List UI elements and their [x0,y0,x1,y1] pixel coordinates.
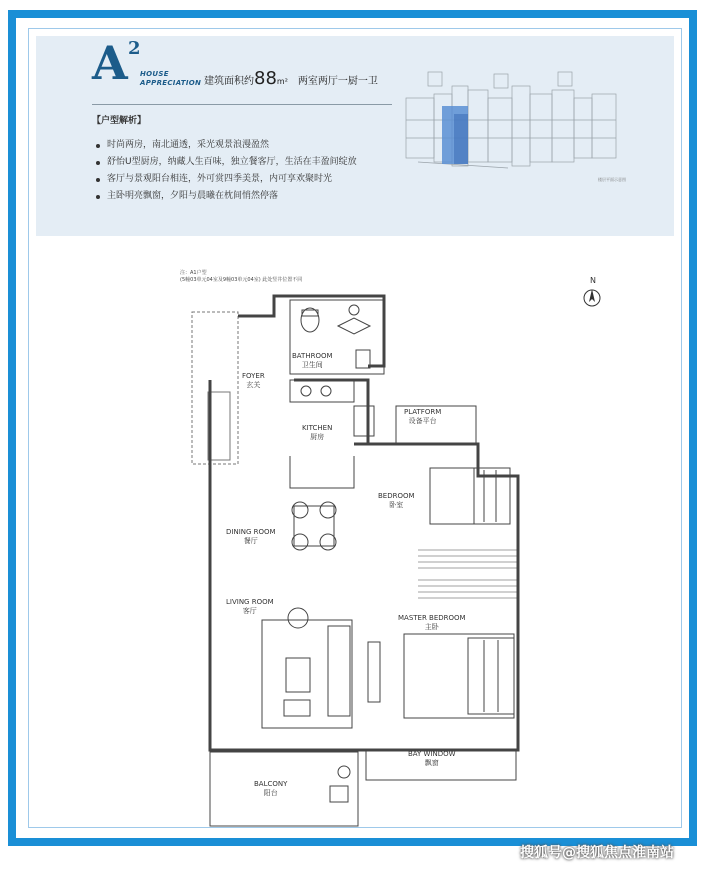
north-arrow-icon [582,278,602,310]
room-bathroom-en: BATHROOM [292,352,333,360]
watermark: 搜狐号@搜狐焦点淮南站 [520,845,674,861]
keymap-caption: 楼层平面示意图 [598,177,626,182]
area-value: 88 [254,68,277,89]
area-prefix: 建筑面积约 [204,76,254,87]
room-platform-en: PLATFORM [404,408,442,416]
room-master-en: MASTER BEDROOM [398,614,466,622]
room-balcony-cn: 阳台 [263,789,278,797]
room-dining-en: DINING ROOM [226,528,276,536]
room-living [226,598,274,616]
room-platform [404,408,441,426]
room-balcony [254,780,287,798]
room-bathroom [292,352,333,370]
header-divider [92,104,392,105]
logo-subtitle [140,70,201,88]
analysis-list [96,137,357,205]
room-bedroom-en: BEDROOM [378,492,415,500]
room-living-en: LIVING ROOM [226,598,274,606]
room-living-cn: 客厅 [242,607,257,615]
room-master-bedroom [398,614,466,632]
room-platform-cn: 设备平台 [408,417,437,425]
room-balcony-en: BALCONY [254,780,288,788]
room-foyer [242,372,265,390]
logo-sub-line2: APPRECIATION [140,79,202,87]
room-bedroom [378,492,415,510]
analysis-item: 客厅与景观阳台相连，外可赏四季美景，内可享欢聚时光 [96,171,357,188]
room-kitchen-en: KITCHEN [302,424,333,432]
floor-plan [178,280,538,840]
logo-sub-line1: HOUSE [140,70,169,78]
analysis-title: 【户型解析】 [92,116,147,126]
room-bay-cn: 飘窗 [424,759,439,767]
room-bathroom-cn: 卫生间 [301,361,323,369]
room-master-cn: 主卧 [424,623,439,631]
north-label: N [590,276,596,285]
analysis-item: 时尚两房，南北通透，采光观景浪漫盈然 [96,137,357,154]
room-foyer-cn: 玄关 [246,381,261,389]
room-bay-en: BAY WINDOW [408,750,456,758]
room-dining-cn: 餐厅 [243,537,258,545]
room-kitchen [302,424,332,442]
plan-note-line2: (5幢03单元04室及9幢03单元04室) 此处竖井位置不同 [180,277,303,283]
area-summary [204,68,378,89]
room-bay-window [408,750,456,768]
room-bedroom-cn: 卧室 [389,501,404,509]
logo-superscript: 2 [128,38,141,59]
analysis-item: 舒怡U型厨房，纳藏人生百味，独立餐客厅，生活在丰盈间绽放 [96,154,357,171]
room-dining [226,528,276,546]
room-foyer-en: FOYER [242,372,265,380]
analysis-item: 主卧明亮飘窗，夕阳与晨曦在枕间悄然停落 [96,188,357,205]
plan-note-line1: 注：A1户型 [180,270,207,276]
area-unit: m² [276,77,288,86]
building-key-map [398,68,628,178]
logo-letter: A [92,36,128,90]
room-kitchen-cn: 厨房 [310,433,325,441]
room-count: 两室两厅一厨一卫 [297,76,378,87]
